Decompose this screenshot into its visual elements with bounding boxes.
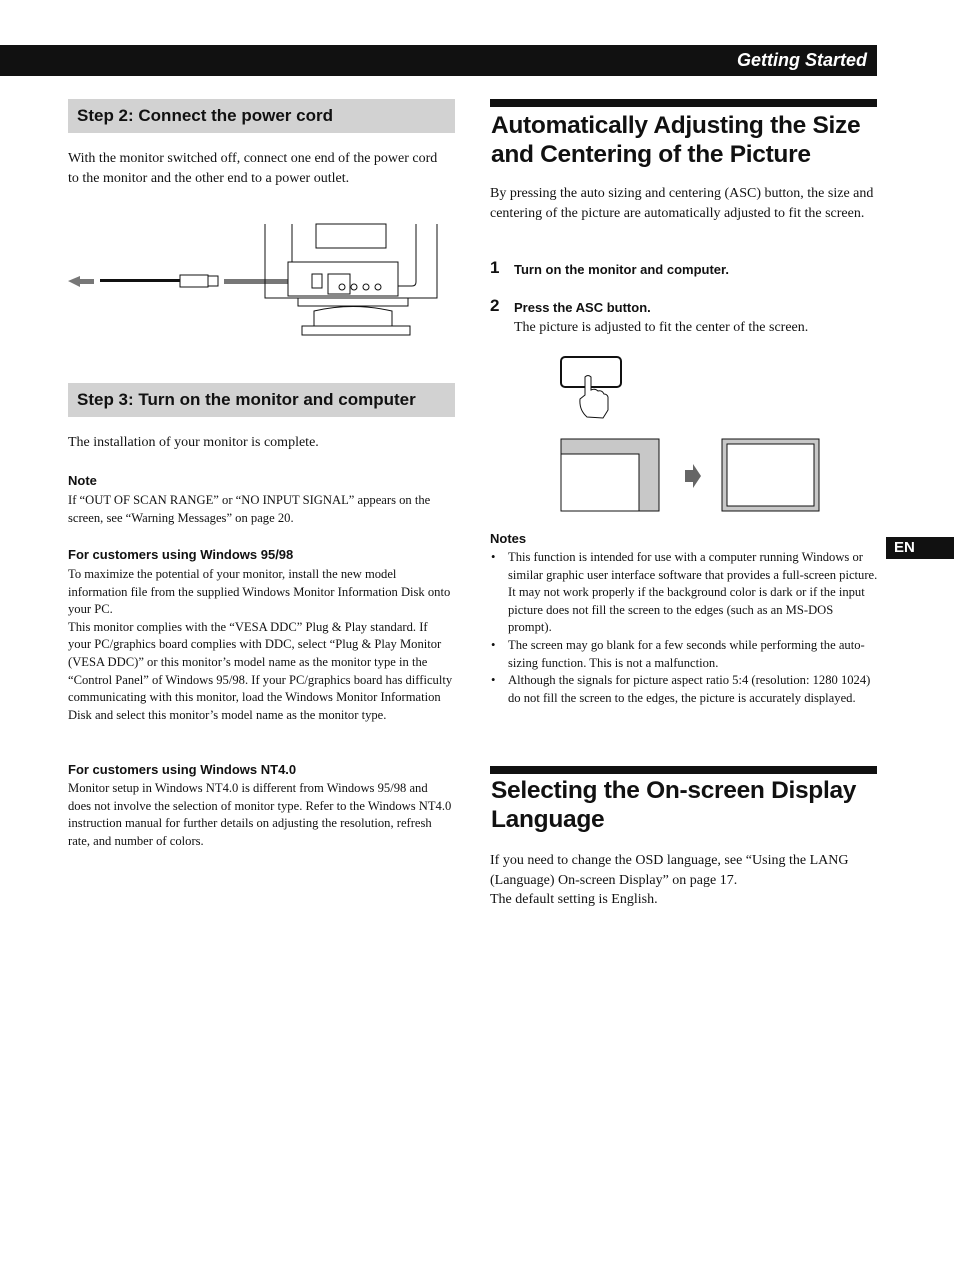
- arrow-right-icon: [685, 464, 701, 488]
- nt4-title: For customers using Windows NT4.0: [68, 762, 297, 777]
- asc-notes-title: Notes: [490, 531, 527, 546]
- osd-paragraph-2: The default setting is English.: [490, 892, 658, 907]
- note-item: • This function is intended for use with a computer running Windows or similar graphic user interface software that provides a full-screen picture. It may not work properly if the background color is dark or if the input picture does not fill the screen to the edges (such as an MS-DOS prompt).: [490, 549, 880, 637]
- osd-text: [490, 851, 877, 910]
- osd-paragraph-1: If you need to change the OSD language, see “Using the LANG (Language) On-screen Display” on page 17.: [490, 853, 849, 888]
- header-bar: [0, 45, 877, 76]
- asc-intro: By pressing the auto sizing and centering (ASC) button, the size and centering of the picture are automatically adjusted to fit the screen.: [490, 186, 874, 221]
- section-rule: [490, 99, 877, 107]
- asc-step-2-detail: The picture is adjusted to fit the center of the screen.: [514, 320, 809, 335]
- note-text: If “OUT OF SCAN RANGE” or “NO INPUT SIGNAL” appears on the screen, see “Warning Messages” on page 20.: [68, 493, 431, 525]
- step3-heading: Step 3: Turn on the monitor and computer: [68, 383, 455, 417]
- asc-step-1: 1 Turn on the monitor and computer.: [490, 258, 729, 277]
- note-item: • The screen may go blank for a few seconds while performing the auto-sizing function. This is not a malfunction.: [490, 637, 880, 672]
- win98-paragraph-2: This monitor complies with the “VESA DDC” Plug & Play standard. If your PC/graphics board complies with DDC, select “Plug & Play Monitor (VESA DDC)” or this monitor’s model name as the monitor type in the “Control Panel” of Windows 95/98. If your PC/graphics board has difficulty communicating with this monitor, load the Windows Monitor Information Disk and select this monitor’s model name as the monitor type.: [68, 619, 453, 722]
- step3-text: The installation of your monitor is complete.: [68, 435, 319, 450]
- section-rule: [490, 766, 877, 774]
- power-cord-illustration: [66, 222, 446, 337]
- nt4-text: Monitor setup in Windows NT4.0 is different from Windows 95/98 and does not involve the selection of monitor type. Refer to the Windows NT4.0 instruction manual for further details on adjusting the resolution, refresh rate, and number of colors.: [68, 781, 452, 848]
- asc-heading: Automatically Adjusting the Size and Centering of the Picture: [491, 112, 861, 168]
- osd-heading: Selecting the On-screen Display Language: [491, 777, 857, 833]
- asc-notes-list: [490, 549, 880, 707]
- note-item: • Although the signals for picture aspect ratio 5:4 (resolution: 1280 1024) do not fill the screen to the edges, the picture is accurately displayed.: [490, 672, 880, 707]
- win98-paragraph-1: To maximize the potential of your monitor, install the new model information file from the supplied Windows Monitor Information Disk onto your PC.: [68, 567, 451, 617]
- section-title: Getting Started: [736, 50, 867, 70]
- note-title: Note: [68, 473, 97, 488]
- step2-text: With the monitor switched off, connect one end of the power cord to the monitor and the other end to a power outlet.: [68, 151, 438, 186]
- win98-title: For customers using Windows 95/98: [68, 547, 294, 562]
- step2-heading: Step 2: Connect the power cord: [68, 99, 455, 133]
- asc-step-2: 2 Press the ASC button.: [490, 296, 651, 315]
- language-tab: EN: [886, 537, 954, 559]
- asc-illustration: [555, 352, 825, 517]
- win98-text: [68, 566, 453, 724]
